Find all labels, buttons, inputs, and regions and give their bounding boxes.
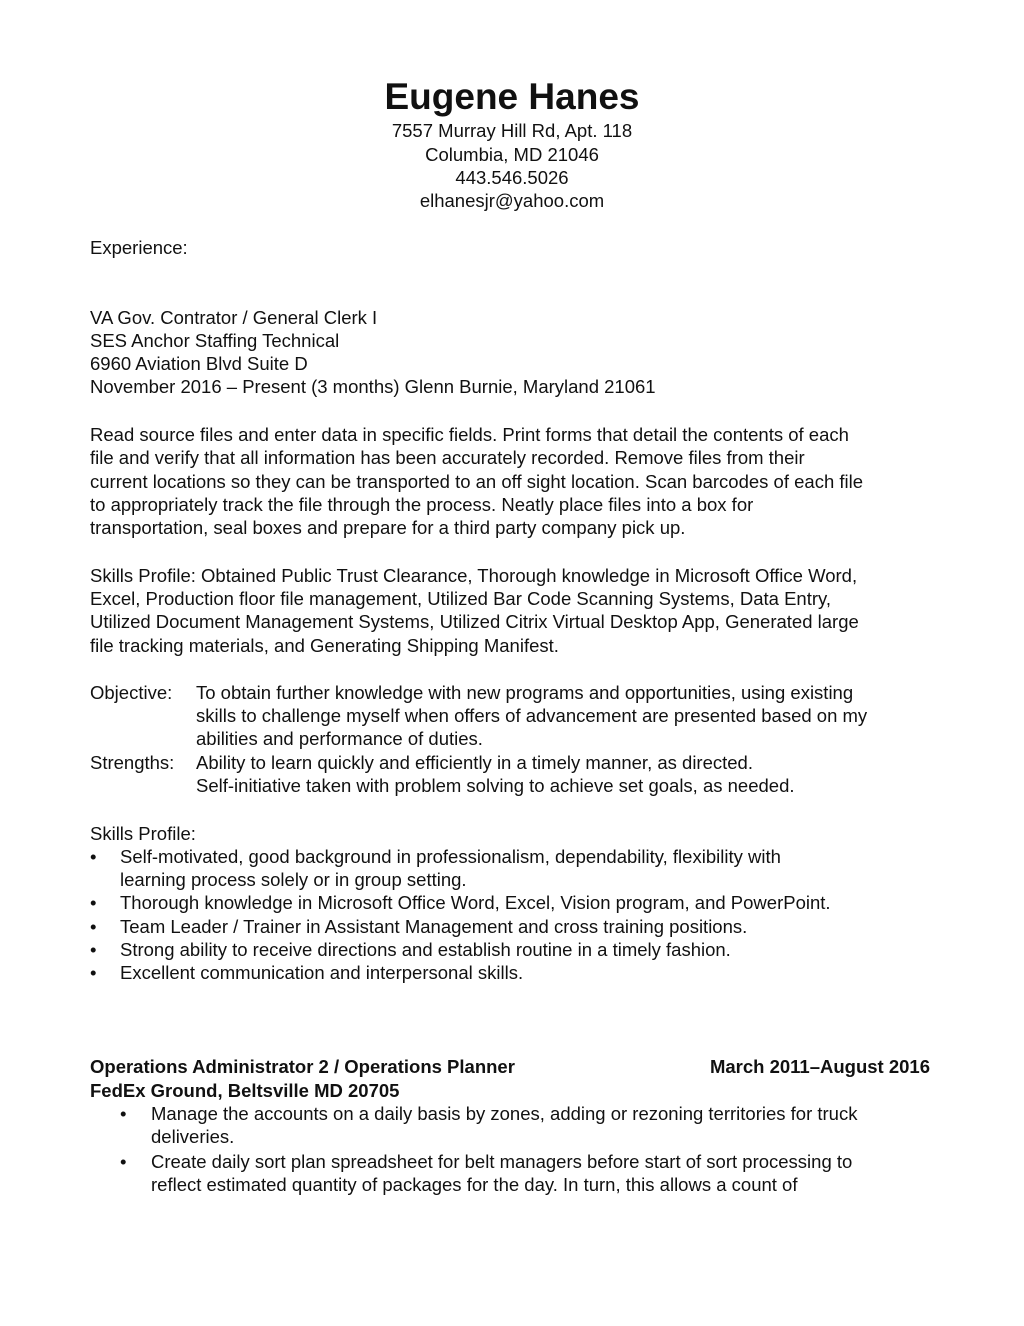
address-line-2: Columbia, MD 21046 bbox=[425, 144, 599, 165]
job2-title: Operations Administrator 2 / Operations Planner bbox=[90, 1056, 515, 1077]
job2-bullet-line: Create daily sort plan spreadsheet for belt managers before start of sort processing to bbox=[151, 1151, 853, 1172]
skills-bullet-line: Team Leader / Trainer in Assistant Management and cross training positions. bbox=[120, 916, 748, 937]
bullet-icon: • bbox=[90, 916, 97, 937]
strengths-line: Self-initiative taken with problem solving to achieve set goals, as needed. bbox=[196, 775, 795, 796]
job1-skills-line: Utilized Document Management Systems, Utilized Citrix Virtual Desktop App, Generated large bbox=[90, 611, 859, 632]
job1-description-line: to appropriately track the file through the process. Neatly place files into a box for bbox=[90, 494, 754, 515]
candidate-name: Eugene Hanes bbox=[384, 76, 640, 117]
job2-dates: March 2011–August 2016 bbox=[709, 1056, 930, 1077]
objective-line: To obtain further knowledge with new programs and opportunities, using existing bbox=[196, 682, 854, 703]
job2-bullet-line: reflect estimated quantity of packages for the day. In turn, this allows a count of bbox=[151, 1174, 798, 1195]
skills-bullet-line: Self-motivated, good background in professionalism, dependability, flexibility with bbox=[120, 846, 781, 867]
job1-description-line: Read source files and enter data in specific fields. Print forms that detail the contents of each bbox=[90, 424, 849, 445]
job2-bullet-line: Manage the accounts on a daily basis by zones, adding or rezoning territories for truck bbox=[151, 1103, 858, 1124]
job1-company: SES Anchor Staffing Technical bbox=[90, 330, 340, 351]
job1-skills-line: Excel, Production floor file management, Utilized Bar Code Scanning Systems, Data Entry, bbox=[90, 588, 832, 609]
job2-company: FedEx Ground, Beltsville MD 20705 bbox=[90, 1080, 400, 1101]
address-line-1: 7557 Murray Hill Rd, Apt. 118 bbox=[391, 120, 633, 141]
skills-bullet-line: Thorough knowledge in Microsoft Office Word, Excel, Vision program, and PowerPoint. bbox=[120, 892, 831, 913]
strengths-line: Ability to learn quickly and efficiently in a timely manner, as directed. bbox=[196, 752, 753, 773]
objective-line: skills to challenge myself when offers of advancement are presented based on my bbox=[196, 705, 868, 726]
skills-profile-heading: Skills Profile: bbox=[90, 823, 196, 844]
strengths-label: Strengths: bbox=[90, 752, 175, 773]
bullet-icon: • bbox=[90, 892, 97, 913]
job2-bullet-line: deliveries. bbox=[151, 1126, 235, 1147]
experience-heading: Experience: bbox=[90, 237, 188, 258]
email-address: elhanesjr@yahoo.com bbox=[419, 190, 605, 211]
job1-description-line: current locations so they can be transported to an off sight location. Scan barcodes of each file bbox=[90, 471, 864, 492]
objective-line: abilities and performance of duties. bbox=[196, 728, 483, 749]
phone-number: 443.546.5026 bbox=[455, 167, 569, 188]
skills-bullet-line: learning process solely or in group setting. bbox=[120, 869, 467, 890]
bullet-icon: • bbox=[90, 846, 97, 867]
objective-label: Objective: bbox=[90, 682, 173, 703]
bullet-icon: • bbox=[120, 1103, 127, 1124]
job1-dates-location: November 2016 – Present (3 months) Glenn Burnie, Maryland 21061 bbox=[90, 376, 656, 397]
bullet-icon: • bbox=[90, 939, 97, 960]
job1-skills-line: file tracking materials, and Generating Shipping Manifest. bbox=[90, 635, 559, 656]
bullet-icon: • bbox=[90, 962, 97, 983]
skills-bullet-line: Excellent communication and interpersonal skills. bbox=[120, 962, 524, 983]
skills-bullet-line: Strong ability to receive directions and establish routine in a timely fashion. bbox=[120, 939, 731, 960]
job1-description-line: file and verify that all information has been accurately recorded. Remove files from their bbox=[90, 447, 805, 468]
job1-title: VA Gov. Contrator / General Clerk I bbox=[90, 307, 378, 328]
job1-address: 6960 Aviation Blvd Suite D bbox=[90, 353, 308, 374]
job1-skills-line: Skills Profile: Obtained Public Trust Clearance, Thorough knowledge in Microsoft Office Word, bbox=[90, 565, 858, 586]
job1-description-line: transportation, seal boxes and prepare for a third party company pick up. bbox=[90, 517, 686, 538]
bullet-icon: • bbox=[120, 1151, 127, 1172]
